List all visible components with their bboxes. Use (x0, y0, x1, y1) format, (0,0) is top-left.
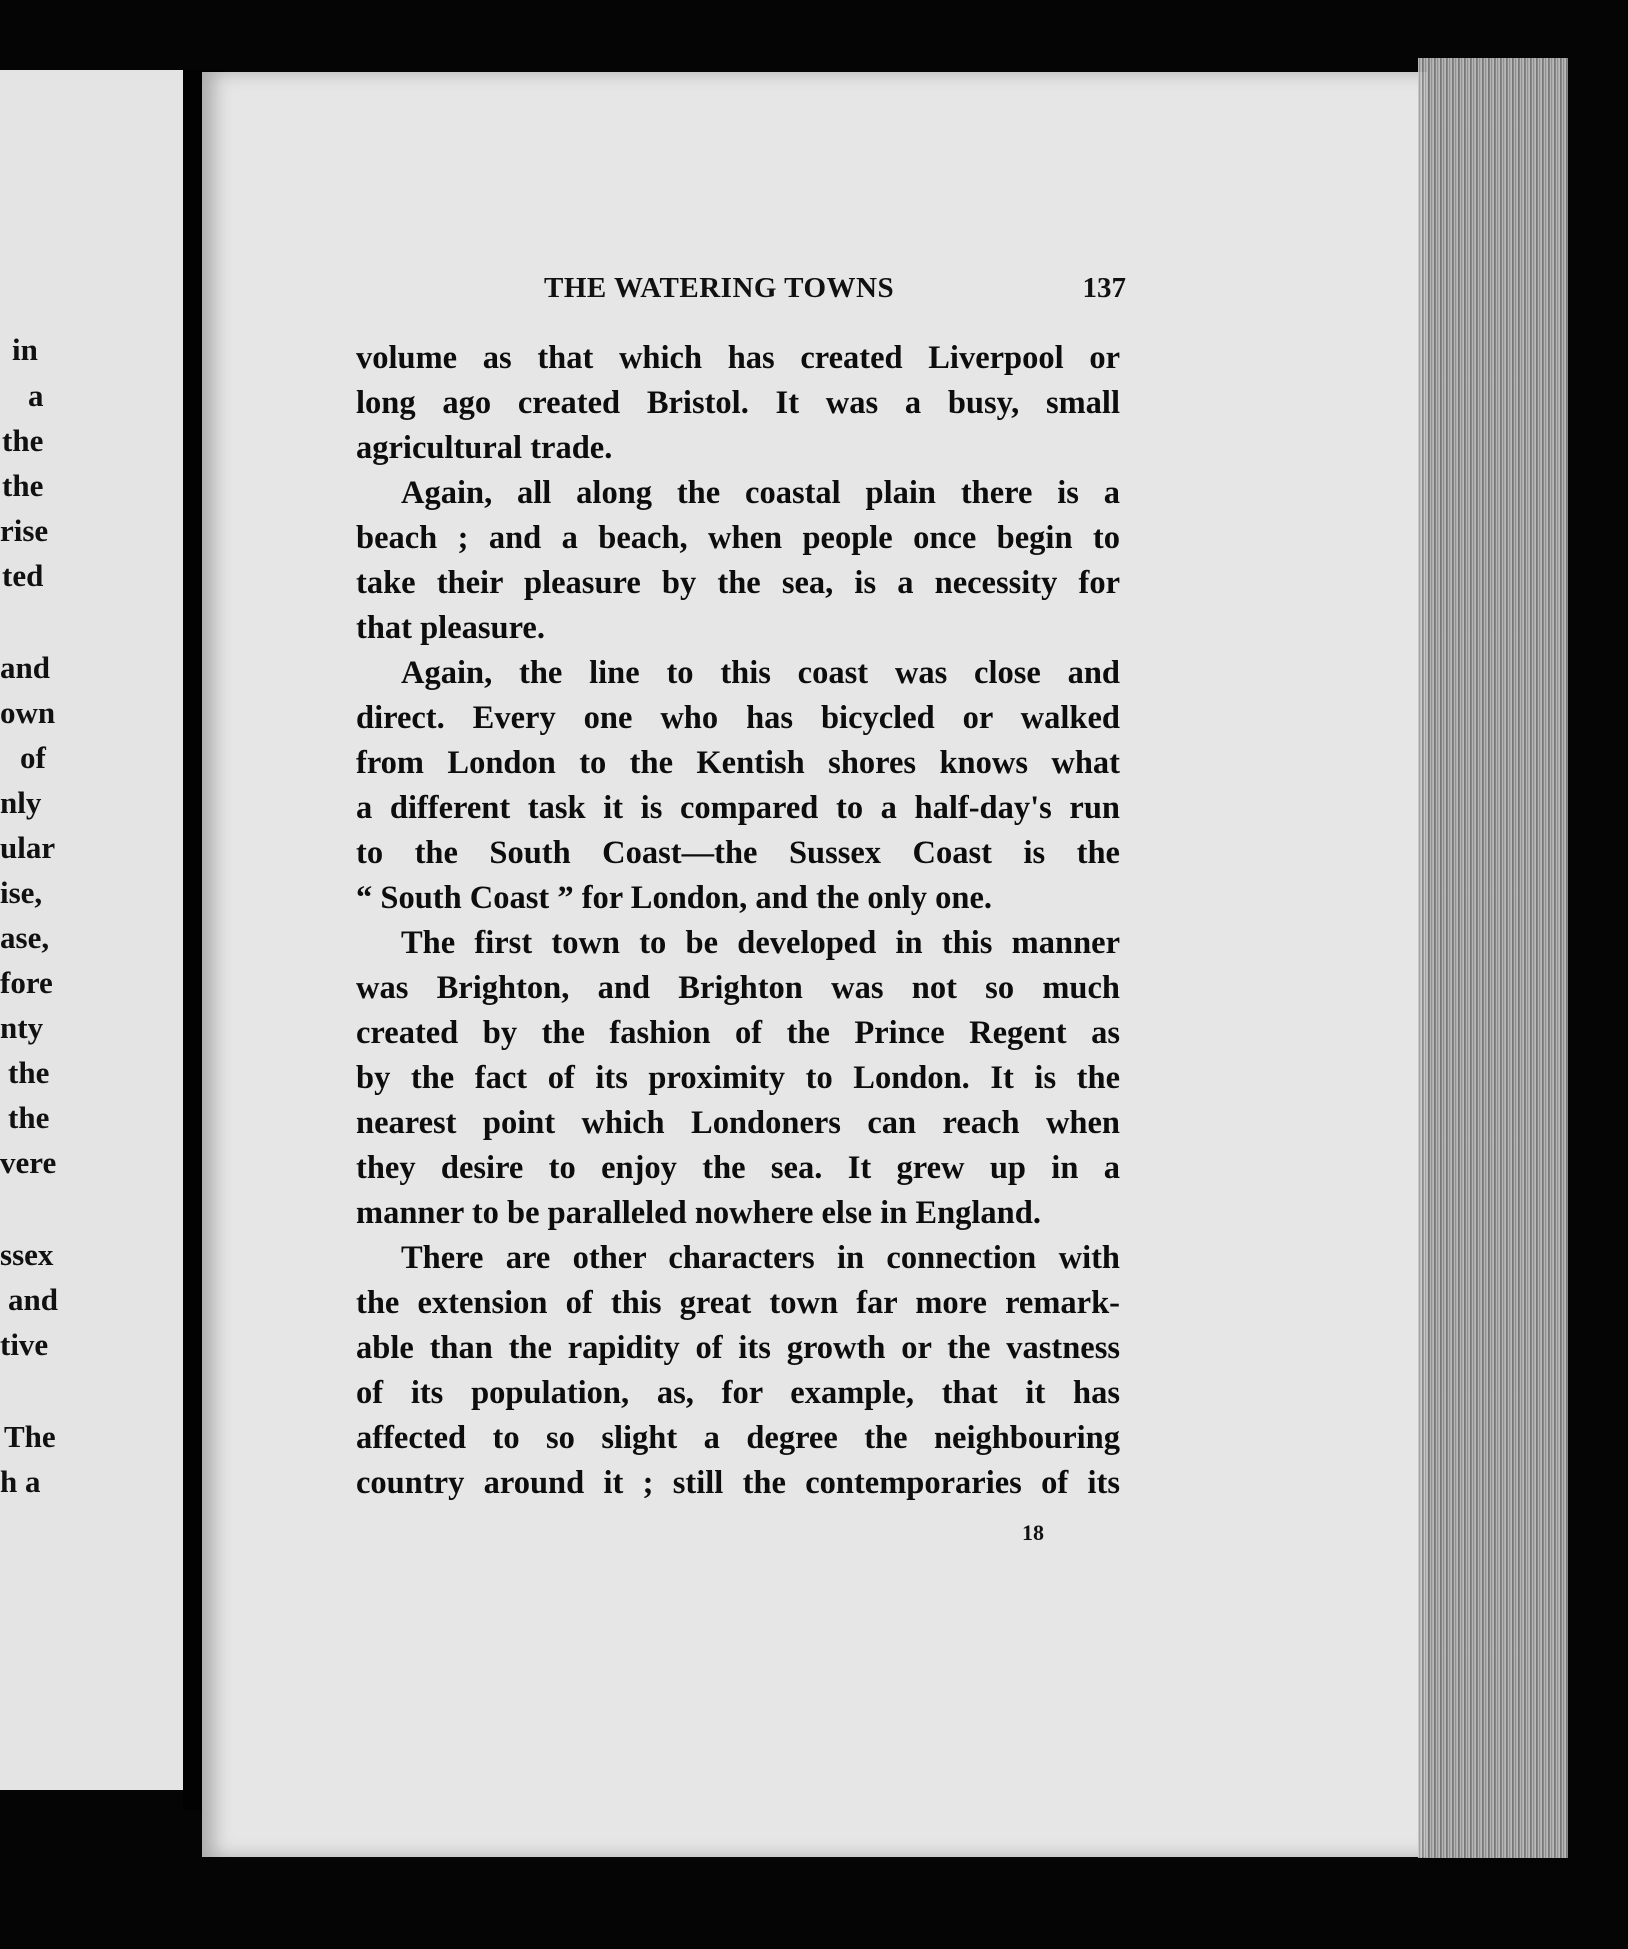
text-line: volume as that which has created Liverpool or (356, 340, 1120, 376)
text-line: by the fact of its proximity to London. It is the (356, 1060, 1120, 1096)
left-page-fragment: nty (0, 1010, 44, 1045)
left-page-fragment: the (8, 1100, 50, 1135)
text-line: manner to be paralleled nowhere else in England. (356, 1195, 1041, 1231)
left-page-fragment: in (12, 332, 38, 367)
text-line: long ago created Bristol. It was a busy, small (356, 385, 1120, 421)
body-text (356, 336, 1120, 1506)
page-edges (1418, 58, 1568, 1858)
left-page-fragment: fore (0, 965, 53, 1000)
left-page-fragment: of (20, 740, 46, 775)
signature-mark: 18 (1022, 1520, 1044, 1545)
left-page-fragment: nly (0, 785, 42, 820)
text-line: Again, all along the coastal plain there is a (401, 475, 1120, 511)
text-line: “ South Coast ” for London, and the only one. (356, 880, 993, 916)
left-page-fragment: a (28, 378, 44, 413)
text-line: country around it ; still the contemporaries of its (356, 1465, 1120, 1501)
text-line: nearest point which Londoners can reach when (356, 1105, 1120, 1141)
paragraph (356, 651, 1120, 921)
left-page-fragment: the (2, 468, 44, 503)
text-line: direct. Every one who has bicycled or walked (356, 700, 1120, 736)
page-number: 137 (1082, 272, 1126, 304)
text-line: the extension of this great town far more remark- (356, 1285, 1120, 1321)
running-head (544, 272, 1126, 312)
paragraph (356, 336, 1120, 471)
paragraph (356, 1236, 1120, 1506)
left-page-fragment: ise, (0, 875, 43, 910)
text-line: they desire to enjoy the sea. It grew up in a (356, 1150, 1120, 1186)
text-line: agricultural trade. (356, 430, 613, 466)
paragraph (356, 921, 1120, 1236)
text-line: that pleasure. (356, 610, 545, 646)
text-line: to the South Coast—the Sussex Coast is the (356, 835, 1120, 871)
paragraph (356, 471, 1120, 651)
text-line: was Brighton, and Brighton was not so much (356, 970, 1120, 1006)
running-head-title: THE WATERING TOWNS (544, 272, 895, 304)
left-page-fragment: ted (2, 558, 44, 593)
left-page (0, 70, 200, 1790)
text-line: a different task it is compared to a half-day's run (356, 790, 1120, 826)
left-page-fragment: the (2, 423, 44, 458)
left-page-fragment: ular (0, 830, 56, 865)
left-page-fragment: vere (0, 1145, 57, 1180)
text-line: beach ; and a beach, when people once begin to (356, 520, 1120, 556)
left-page-fragment: the (8, 1055, 50, 1090)
text-line: The first town to be developed in this manner (401, 925, 1120, 961)
text-line: There are other characters in connection with (401, 1240, 1120, 1276)
left-page-fragment: The (4, 1419, 56, 1454)
text-line: Again, the line to this coast was close and (401, 655, 1120, 691)
text-line: affected to so slight a degree the neighbouring (356, 1420, 1120, 1456)
left-page-fragment: ase, (0, 920, 50, 955)
left-page-fragment: h a (0, 1464, 41, 1499)
text-line: from London to the Kentish shores knows what (356, 745, 1120, 781)
left-page-fragment: and (0, 650, 50, 685)
left-page-fragment: own (0, 695, 56, 730)
left-page-fragment: and (8, 1282, 58, 1317)
left-page-fragment: tive (0, 1327, 49, 1362)
text-line: created by the fashion of the Prince Regent as (356, 1015, 1120, 1051)
text-line: able than the rapidity of its growth or the vastness (356, 1330, 1120, 1366)
left-page-fragment: rise (0, 513, 49, 548)
text-line: of its population, as, for example, that it has (356, 1375, 1120, 1411)
left-page-fragment: ssex (0, 1237, 54, 1272)
text-line: take their pleasure by the sea, is a necessity for (356, 565, 1120, 601)
